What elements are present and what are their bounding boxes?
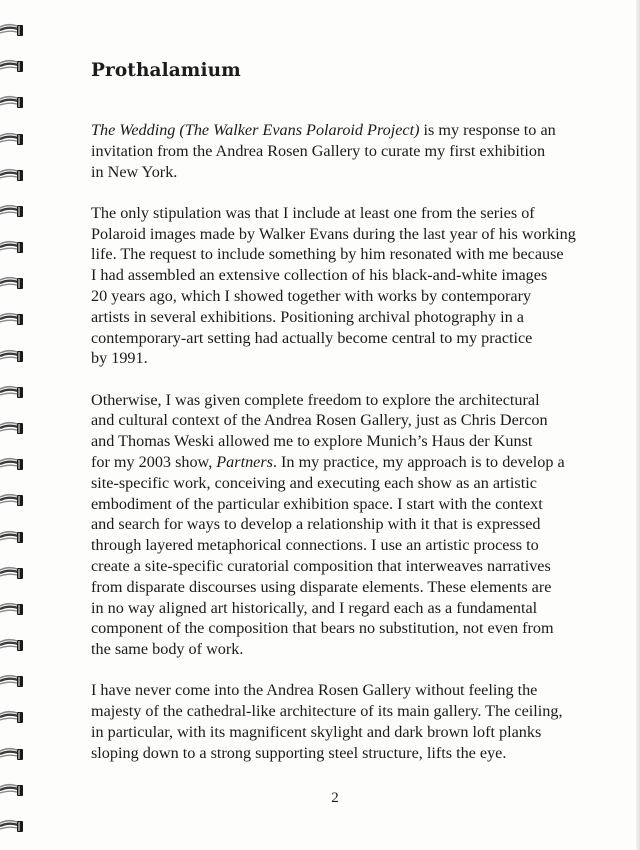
text-span: component of the composition that bears no substitution, not even from bbox=[91, 619, 554, 638]
text-line bbox=[91, 265, 621, 286]
italic-text: Partners bbox=[216, 452, 273, 471]
spiral-coil-icon bbox=[0, 311, 24, 328]
text-line bbox=[91, 286, 621, 307]
text-line bbox=[91, 224, 621, 245]
text-line bbox=[91, 556, 621, 577]
page-number: 2 bbox=[331, 790, 339, 806]
text-line bbox=[91, 639, 621, 660]
spiral-coil-icon bbox=[0, 203, 24, 220]
text-line bbox=[91, 120, 621, 141]
spiral-coil-icon bbox=[0, 818, 24, 835]
spiral-coil-icon bbox=[0, 709, 24, 726]
spiral-coil-icon bbox=[0, 456, 24, 473]
spiral-coil-icon bbox=[0, 529, 24, 546]
text-span: is my response to an bbox=[419, 121, 556, 139]
text-span: contemporary-art setting had actually become central to my practice bbox=[91, 328, 533, 347]
spiral-coil-icon bbox=[0, 384, 24, 401]
text-span: in particular, with its magnificent skylight and dark brown loft planks bbox=[91, 722, 542, 741]
body-paragraph bbox=[91, 680, 621, 763]
text-line bbox=[91, 244, 621, 265]
text-line bbox=[91, 514, 621, 535]
spiral-coil-icon bbox=[0, 167, 24, 184]
text-line bbox=[91, 722, 621, 743]
spiral-coil-icon bbox=[0, 348, 24, 365]
spiral-coil-icon bbox=[0, 492, 24, 509]
spiral-coil-icon bbox=[0, 601, 24, 618]
text-span: invitation from the Andrea Rosen Gallery to curate my first exhibition bbox=[91, 141, 546, 160]
text-line bbox=[91, 535, 621, 556]
text-line bbox=[91, 410, 621, 431]
text-span: and Thomas Weski allowed me to explore Munich’s Haus der Kunst bbox=[91, 432, 533, 451]
text-span: . In my practice, my approach is to develop a bbox=[272, 452, 565, 471]
text-span: The only stipulation was that I include at least one from the series of bbox=[91, 203, 535, 222]
text-line bbox=[91, 618, 621, 639]
text-span: by 1991. bbox=[91, 349, 148, 368]
italic-text: The Wedding (The Walker Evans Polaroid Project) bbox=[91, 121, 420, 139]
text-span: sloping down to a strong supporting steel structure, lifts the eye. bbox=[91, 743, 507, 762]
page-edge bbox=[636, 0, 640, 850]
text-span: Polaroid images made by Walker Evans during the last year of his working bbox=[91, 224, 576, 243]
body-paragraph bbox=[91, 203, 621, 369]
text-span: in no way aligned art historically, and I regard each as a fundamental bbox=[91, 598, 538, 617]
text-line bbox=[91, 743, 621, 764]
text-span: majesty of the cathedral-like architecture of its main gallery. The ceiling, bbox=[91, 702, 563, 721]
page-title: Prothalamium bbox=[91, 60, 241, 81]
text-line bbox=[91, 473, 621, 494]
text-span: embodiment of the particular exhibition space. I start with the context bbox=[91, 494, 543, 513]
body-paragraph bbox=[91, 120, 621, 182]
text-line bbox=[91, 162, 621, 183]
text-span: I had assembled an extensive collection of his black-and-white images bbox=[91, 266, 548, 285]
text-line bbox=[91, 452, 621, 473]
text-line bbox=[91, 348, 621, 369]
text-line bbox=[91, 494, 621, 515]
text-span: through layered metaphorical connections. I use an artistic process to bbox=[91, 536, 539, 555]
text-line bbox=[91, 328, 621, 349]
spiral-coil-icon bbox=[0, 637, 24, 654]
text-span: create a site-specific curatorial composition that interweaves narratives bbox=[91, 556, 551, 575]
text-span: for my 2003 show, bbox=[91, 452, 217, 471]
spiral-coil-icon bbox=[0, 22, 24, 39]
text-span: from disparate discourses using disparate elements. These elements are bbox=[91, 577, 552, 596]
body-paragraph bbox=[91, 390, 621, 660]
spiral-coil-icon bbox=[0, 131, 24, 148]
text-span: site-specific work, conceiving and executing each show as an artistic bbox=[91, 473, 537, 492]
spiral-coil-icon bbox=[0, 275, 24, 292]
text-span: the same body of work. bbox=[91, 640, 244, 659]
text-span: and cultural context of the Andrea Rosen Gallery, just as Chris Dercon bbox=[91, 411, 548, 430]
text-span: and search for ways to develop a relationship with it that is expressed bbox=[91, 515, 541, 534]
text-line bbox=[91, 701, 621, 722]
text-line bbox=[91, 598, 621, 619]
text-span: I have never come into the Andrea Rosen Gallery without feeling the bbox=[91, 681, 538, 700]
spiral-coil-icon bbox=[0, 239, 24, 256]
text-line bbox=[91, 141, 621, 162]
text-line bbox=[91, 680, 621, 701]
text-line bbox=[91, 390, 621, 411]
spiral-coil-icon bbox=[0, 746, 24, 763]
text-span: life. The request to include something by him resonated with me because bbox=[91, 245, 564, 264]
spiral-coil-icon bbox=[0, 565, 24, 582]
text-span: in New York. bbox=[91, 162, 178, 181]
text-span: artists in several exhibitions. Positioning archival photography in a bbox=[91, 307, 524, 326]
text-line bbox=[91, 577, 621, 598]
text-span: Otherwise, I was given complete freedom to explore the architectural bbox=[91, 390, 540, 409]
text-line bbox=[91, 431, 621, 452]
text-line bbox=[91, 203, 621, 224]
spiral-coil-icon bbox=[0, 94, 24, 111]
spiral-binding bbox=[0, 0, 30, 850]
spiral-coil-icon bbox=[0, 673, 24, 690]
text-span: 20 years ago, which I showed together with works by contemporary bbox=[91, 286, 532, 305]
text-line bbox=[91, 307, 621, 328]
spiral-coil-icon bbox=[0, 420, 24, 437]
spiral-coil-icon bbox=[0, 58, 24, 75]
body-text bbox=[91, 120, 621, 784]
